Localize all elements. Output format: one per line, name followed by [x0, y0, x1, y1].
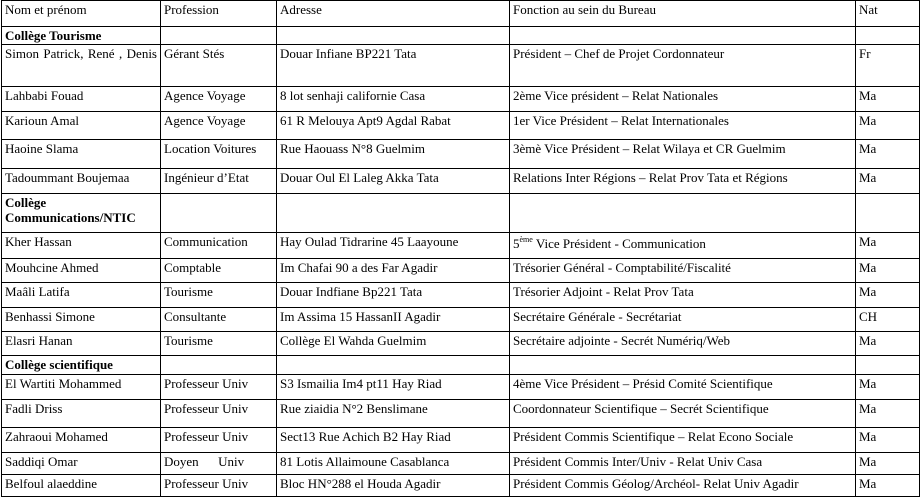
table-row	[2, 259, 920, 283]
member-function: Président – Chef de Projet Cordonnateur	[510, 45, 856, 87]
table-row	[2, 453, 920, 475]
member-name: Benhassi Simone	[2, 308, 161, 332]
member-function: Président Commis Inter/Univ - Relat Univ Casa	[510, 453, 856, 475]
member-address: Douar Infiane BP221 Tata	[277, 45, 510, 87]
member-function: Relations Inter Régions – Relat Prov Tata et Régions	[510, 169, 856, 194]
table-row	[2, 233, 920, 259]
member-function: 1er Vice Président – Relat Internationales	[510, 112, 856, 140]
member-nat: CH	[856, 308, 920, 332]
member-address: 8 lot senhaji californie Casa	[277, 87, 510, 112]
table-row	[2, 112, 920, 140]
member-name: Haoine Slama	[2, 140, 161, 169]
table-row	[2, 140, 920, 169]
member-nat: Ma	[856, 140, 920, 169]
member-nat: Ma	[856, 283, 920, 308]
college-heading-row	[2, 194, 920, 233]
function-ordinal: 5	[513, 236, 520, 251]
member-profession: Doyen Univ	[161, 453, 277, 475]
member-name: Kher Hassan	[2, 233, 161, 259]
member-name: Belfoul alaeddine	[2, 475, 161, 497]
member-profession: Professeur Univ	[161, 400, 277, 428]
member-address: Rue ziaidia N°2 Benslimane	[277, 400, 510, 428]
member-function: Secrétaire Générale - Secrétariat	[510, 308, 856, 332]
member-nat: Ma	[856, 453, 920, 475]
member-function: 2ème Vice président – Relat Nationales	[510, 87, 856, 112]
member-profession: Location Voitures	[161, 140, 277, 169]
member-address: Douar Indfiane Bp221 Tata	[277, 283, 510, 308]
member-nat: Ma	[856, 400, 920, 428]
member-function: 4ème Vice Président – Présid Comité Scientifique	[510, 375, 856, 400]
header-nat: Nat	[856, 1, 920, 27]
member-profession: Gérant Stés	[161, 45, 277, 87]
member-name: Tadoummant Boujemaa	[2, 169, 161, 194]
member-address: S3 Ismailia Im4 pt11 Hay Riad	[277, 375, 510, 400]
member-name: Karioun Amal	[2, 112, 161, 140]
table-row	[2, 169, 920, 194]
header-name: Nom et prénom	[2, 1, 161, 27]
member-nat: Ma	[856, 233, 920, 259]
member-name: Maâli Latifa	[2, 283, 161, 308]
header-function: Fonction au sein du Bureau	[510, 1, 856, 27]
table-row	[2, 332, 920, 356]
member-profession: Comptable	[161, 259, 277, 283]
member-profession: Consultante	[161, 308, 277, 332]
member-profession: Agence Voyage	[161, 112, 277, 140]
member-nat: Fr	[856, 45, 920, 87]
member-name: Saddiqi Omar	[2, 453, 161, 475]
member-name: Simon Patrick, René , Denis	[2, 45, 161, 87]
table-row	[2, 87, 920, 112]
member-function: Président Commis Scientifique – Relat Econo Sociale	[510, 428, 856, 453]
header-row	[2, 1, 920, 27]
member-name: Mouhcine Ahmed	[2, 259, 161, 283]
college-heading-row	[2, 27, 920, 45]
member-profession: Communication	[161, 233, 277, 259]
member-address: Bloc HN°288 el Houda Agadir	[277, 475, 510, 497]
table-row	[2, 375, 920, 400]
member-name: Lahbabi Fouad	[2, 87, 161, 112]
member-profession: Professeur Univ	[161, 475, 277, 497]
college-heading-row	[2, 356, 920, 375]
member-function: Trésorier Adjoint - Relat Prov Tata	[510, 283, 856, 308]
member-address: Im Chafai 90 a des Far Agadir	[277, 259, 510, 283]
bureau-members-table	[1, 0, 920, 497]
member-nat: Ma	[856, 475, 920, 497]
member-nat: Ma	[856, 169, 920, 194]
member-profession: Ingénieur d’Etat	[161, 169, 277, 194]
function-ordinal-suffix: ème	[519, 235, 533, 244]
member-address: 81 Lotis Allaimoune Casablanca	[277, 453, 510, 475]
college-title: Collège scientifique	[2, 356, 161, 375]
table-row	[2, 400, 920, 428]
member-nat: Ma	[856, 87, 920, 112]
member-nat: Ma	[856, 428, 920, 453]
member-profession: Professeur Univ	[161, 428, 277, 453]
table-row	[2, 308, 920, 332]
member-nat: Ma	[856, 259, 920, 283]
member-address: 61 R Melouya Apt9 Agdal Rabat	[277, 112, 510, 140]
member-function: 3èmè Vice Président – Relat Wilaya et CR Guelmim	[510, 140, 856, 169]
college-title: Collège Tourisme	[2, 27, 161, 45]
member-nat: Ma	[856, 332, 920, 356]
member-profession: Professeur Univ	[161, 375, 277, 400]
member-address: Im Assima 15 HassanII Agadir	[277, 308, 510, 332]
member-address: Collège El Wahda Guelmim	[277, 332, 510, 356]
member-name: El Wartiti Mohammed	[2, 375, 161, 400]
member-name: Zahraoui Mohamed	[2, 428, 161, 453]
member-name: Elasri Hanan	[2, 332, 161, 356]
member-address: Rue Haouass N°8 Guelmim	[277, 140, 510, 169]
member-function	[510, 233, 856, 259]
member-profession: Agence Voyage	[161, 87, 277, 112]
header-profession: Profession	[161, 1, 277, 27]
member-address: Hay Oulad Tidrarine 45 Laayoune	[277, 233, 510, 259]
table-row	[2, 45, 920, 87]
header-address: Adresse	[277, 1, 510, 27]
member-nat: Ma	[856, 375, 920, 400]
member-address: Douar Oul El Laleg Akka Tata	[277, 169, 510, 194]
member-name: Fadli Driss	[2, 400, 161, 428]
member-function: Secrétaire adjointe - Secrét Numériq/Web	[510, 332, 856, 356]
function-text: Vice Président - Communication	[532, 236, 706, 251]
member-profession: Tourisme	[161, 283, 277, 308]
member-address: Sect13 Rue Achich B2 Hay Riad	[277, 428, 510, 453]
table-row	[2, 475, 920, 497]
member-function: Trésorier Général - Comptabilité/Fiscalité	[510, 259, 856, 283]
table-row	[2, 428, 920, 453]
member-nat: Ma	[856, 112, 920, 140]
table-row	[2, 283, 920, 308]
member-function: Coordonnateur Scientifique – Secrét Scientifique	[510, 400, 856, 428]
member-profession: Tourisme	[161, 332, 277, 356]
member-function: Président Commis Géolog/Archéol- Relat Univ Agadir	[510, 475, 856, 497]
college-title: Collège Communications/NTIC	[2, 194, 161, 233]
